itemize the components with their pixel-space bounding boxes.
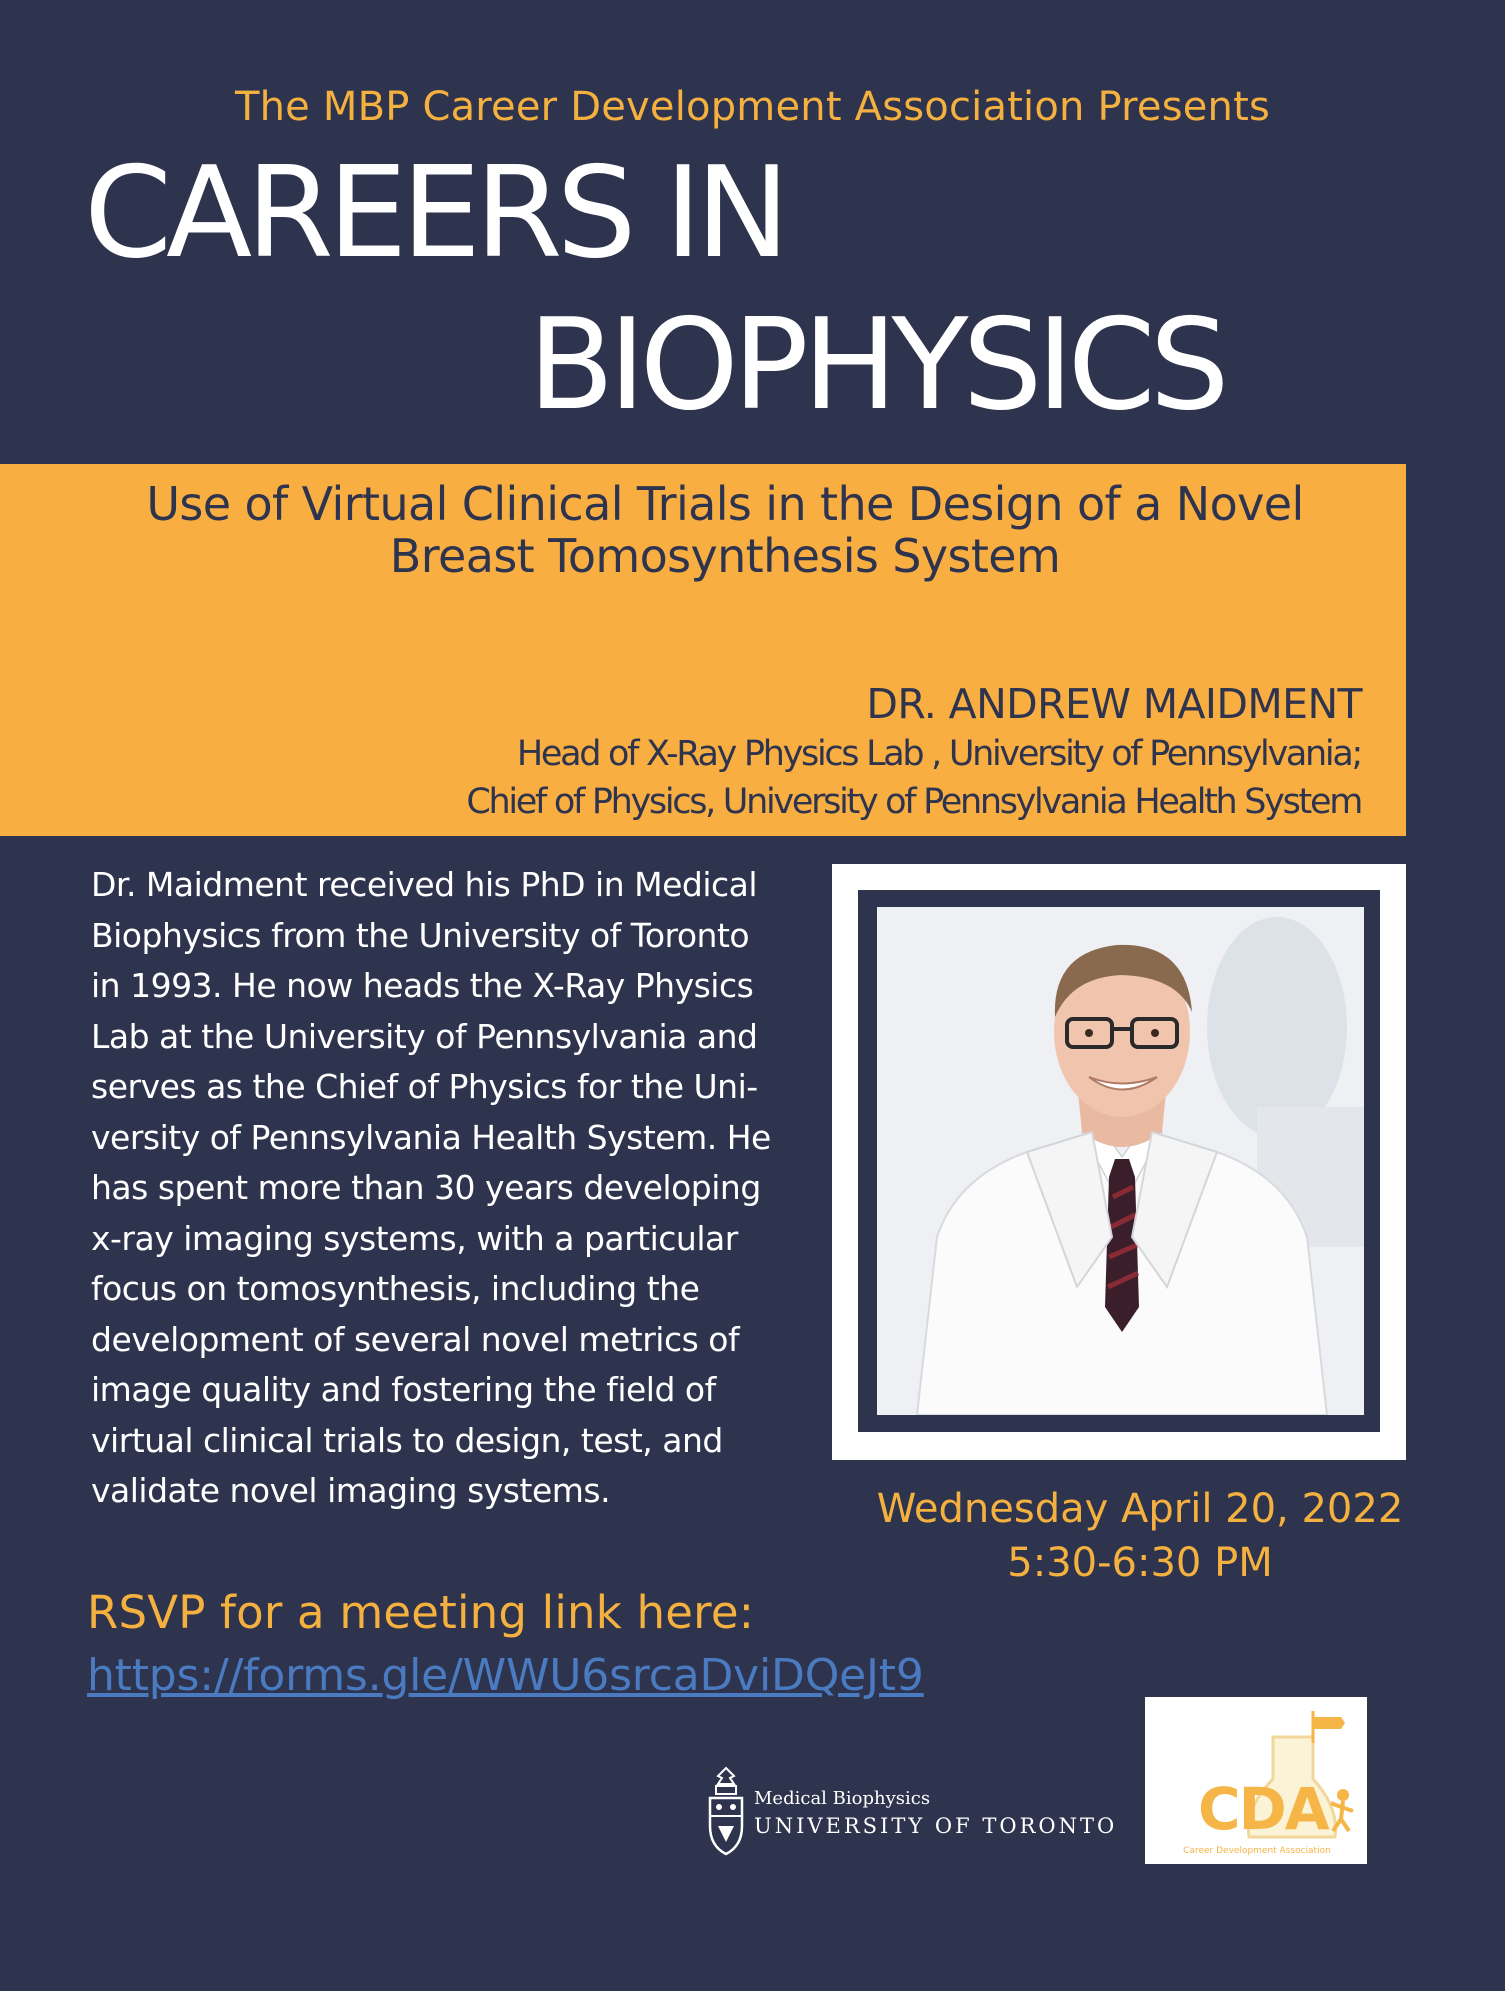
bio-line: focus on tomosynthesis, including the: [91, 1269, 700, 1308]
bio-line: versity of Pennsylvania Health System. He: [91, 1117, 771, 1157]
speaker-portrait-illustration: [877, 907, 1364, 1415]
bio-line: in 1993. He now heads the X-Ray Physics: [91, 966, 754, 1005]
rsvp-link[interactable]: https://forms.gle/WWU6srcaDviDQeJt9: [87, 1650, 924, 1701]
uoft-department: Medical Biophysics: [754, 1788, 931, 1809]
talk-title: [0, 478, 1450, 582]
bio-line: has spent more than 30 years developing: [91, 1168, 761, 1207]
bio-line: Biophysics from the University of Toronto: [91, 915, 750, 955]
bio-line: validate novel imaging systems.: [91, 1471, 611, 1510]
bio-line: Dr. Maidment received his PhD in Medical: [91, 865, 758, 904]
cda-full-name: Career Development Association: [1183, 1846, 1331, 1856]
speaker-affiliation-1: Head of X-Ray Physics Lab , University of Pennsylvania;: [516, 734, 1361, 774]
uoft-crest-icon: [704, 1760, 748, 1860]
bio-line: x-ray imaging systems, with a particular: [91, 1218, 738, 1258]
talk-title-line-1: Use of Virtual Clinical Trials in the Design of a Novel: [146, 477, 1304, 531]
bio-line: serves as the Chief of Physics for the Uni-: [91, 1067, 758, 1106]
speaker-name: DR. ANDREW MAIDMENT: [866, 680, 1362, 728]
event-datetime: [860, 1482, 1420, 1590]
bio-line: Lab at the University of Pennsylvania and: [91, 1016, 758, 1056]
uoft-name: UNIVERSITY OF TORONTO: [754, 1814, 1118, 1838]
rsvp-label: RSVP for a meeting link here:: [87, 1586, 755, 1639]
presenter-line: The MBP Career Development Association Presents: [234, 84, 1271, 130]
uoft-logo: [704, 1760, 1124, 1860]
title-line-1: CAREERS IN: [84, 139, 784, 286]
speaker-bio: [91, 860, 781, 1517]
speaker-photo: [877, 907, 1364, 1415]
talk-title-line-2: Breast Tomosynthesis System: [389, 529, 1061, 583]
cda-name: CDA: [1198, 1775, 1328, 1843]
event-date: Wednesday April 20, 2022: [876, 1486, 1404, 1532]
speaker-affiliation-2: Chief of Physics, University of Pennsylvania Health System: [466, 782, 1361, 822]
bio-line: image quality and fostering the field of: [91, 1370, 716, 1409]
bio-line: development of several novel metrics of: [91, 1319, 740, 1359]
event-time: 5:30-6:30 PM: [1007, 1540, 1273, 1586]
bio-line: virtual clinical trials to design, test, and: [91, 1420, 723, 1460]
title-line-2: BIOPHYSICS: [528, 291, 1224, 438]
